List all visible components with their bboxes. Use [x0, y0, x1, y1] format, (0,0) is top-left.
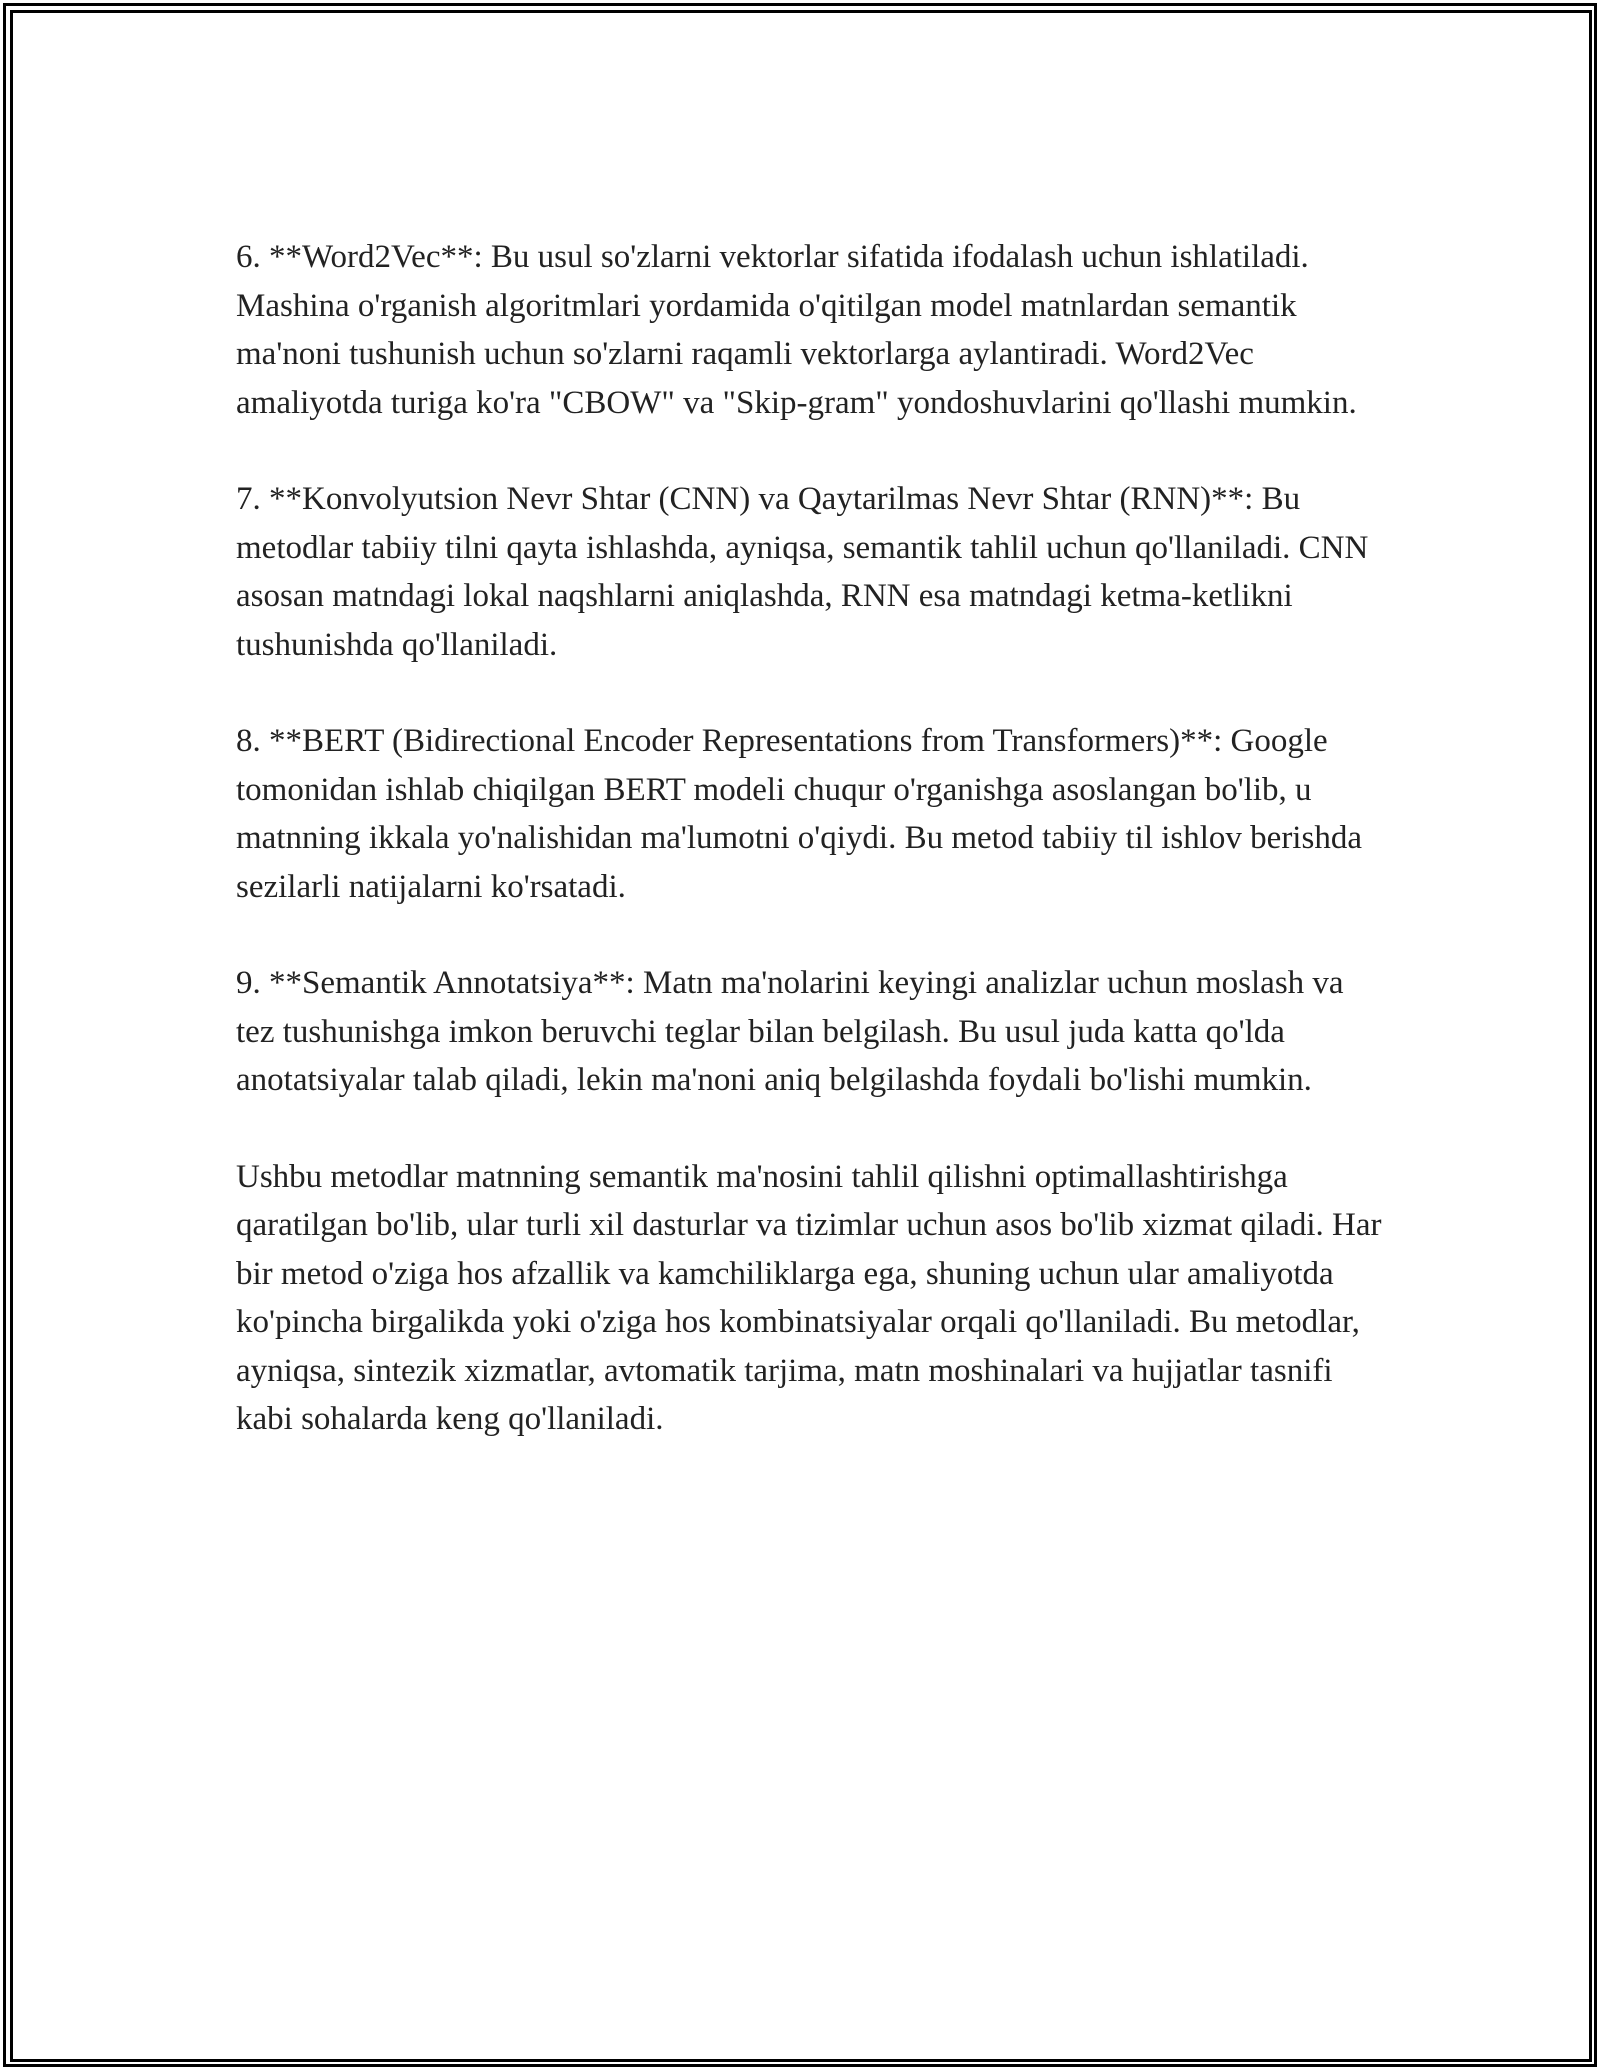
paragraph-word2vec: 6. **Word2Vec**: Bu usul so'zlarni vektorlar sifatida ifodalash uchun ishlatiladi. Mashina o'rganish algoritmlari yordamida o'qitilgan model matnlardan semantik ma'noni tushunish uchun so'zlarni raqamli vektorlarga aylantiradi. Word2Vec amaliyotda turiga ko'ra "CBOW" va "Skip-gram" yondoshuvlarini qo'llashi mumkin. [236, 239, 1357, 421]
paragraph-cnn-rnn: 7. **Konvolyutsion Nevr Shtar (CNN) va Qaytarilmas Nevr Shtar (RNN)**: Bu metodlar tabiiy tilni qayta ishlashda, ayniqsa, semantik tahlil uchun qo'llaniladi. CNN asosan matndagi lokal naqshlarni aniqlashda, RNN esa matndagi ketma-ketlikni tushunishda qo'llaniladi. [236, 481, 1369, 663]
paragraph-bert: 8. **BERT (Bidirectional Encoder Representations from Transformers)**: Google tomonidan ishlab chiqilgan BERT modeli chuqur o'rganishga asoslangan bo'lib, u matnning ikkala yo'nalishidan ma'lumotni o'qiydi. Bu metod tabiiy til ishlov berishda sezilarli natijalarni ko'rsatadi. [236, 723, 1362, 905]
paragraph-conclusion: Ushbu metodlar matnning semantik ma'nosini tahlil qilishni optimallashtirishga qaratilgan bo'lib, ular turli xil dasturlar va tizimlar uchun asos bo'lib xizmat qiladi. Har bir metod o'ziga hos afzallik va kamchiliklarga ega, shuning uchun ular amaliyotda ko'pincha birgalikda yoki o'ziga hos kombinatsiyalar orqali qo'llaniladi. Bu metodlar, ayniqsa, sintezik xizmatlar, avtomatik tarjima, matn moshinalari va hujjatlar tasnifi kabi sohalarda keng qo'llaniladi. [236, 1158, 1382, 1437]
document-body [236, 233, 1386, 1492]
paragraph-semantic-annotation: 9. **Semantik Annotatsiya**: Matn ma'nolarini keyingi analizlar uchun moslash va tez tushunishga imkon beruvchi teglar bilan belgilash. Bu usul juda katta qo'lda anotatsiyalar talab qiladi, lekin ma'noni aniq belgilashda foydali bo'lishi mumkin. [236, 965, 1344, 1098]
